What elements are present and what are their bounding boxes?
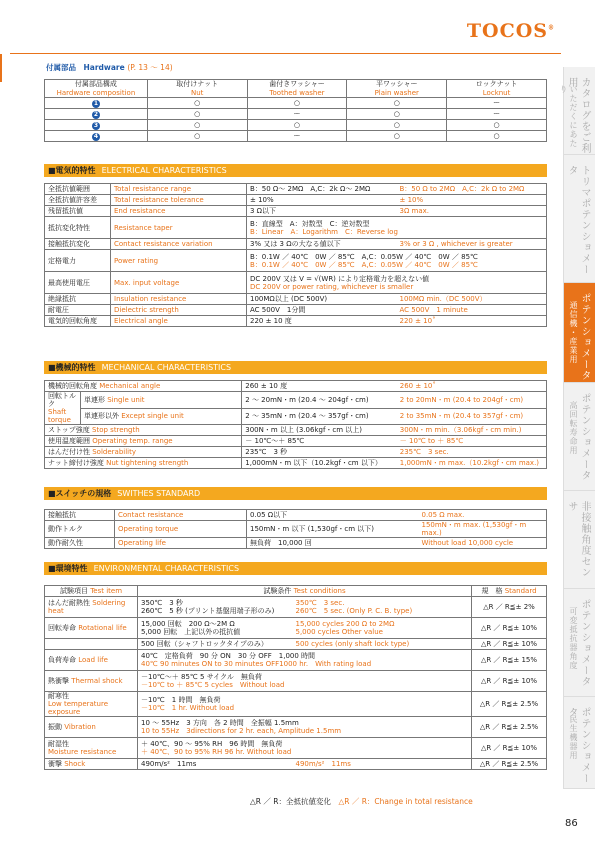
table-cell	[45, 109, 148, 120]
text: －10℃ to ＋ 85℃ 5 cycles Without load	[141, 681, 285, 689]
text: DC 200V 又は V = √(WR) により定格電力を超えない値	[250, 274, 430, 283]
table-row	[45, 597, 547, 618]
table-cell: 2 to 35mN・m (20.4 to 357gf・cm)	[397, 408, 547, 425]
table-cell: Dielectric strength	[111, 305, 247, 316]
table-row	[45, 458, 547, 469]
table-cell: B：50 Ω to 2MΩ A,C：2k Ω to 2MΩ	[397, 184, 547, 195]
text: Vibration	[64, 723, 96, 731]
sidebar-tab-consumer[interactable]	[563, 697, 595, 789]
text: ＋ 40℃、90 to 95% RH 96 hr. Without load	[141, 748, 292, 756]
footnote	[250, 796, 473, 807]
text: 取付けナット	[176, 80, 219, 88]
table-cell	[247, 217, 547, 239]
table-cell: 220 ± 10˚	[397, 316, 547, 327]
table-cell: △R ／ R≦± 2.5%	[472, 692, 547, 717]
table-cell: B：50 Ω～ 2MΩ A,C：2k Ω～ 2MΩ	[247, 184, 397, 195]
text: いただくにあたり	[559, 85, 578, 148]
table-cell: ○	[347, 120, 447, 131]
table-cell	[45, 759, 138, 770]
text: Thermal shock	[71, 677, 123, 685]
text: MECHANICAL CHARACTERISTICS	[101, 363, 232, 372]
table-row	[45, 120, 547, 131]
text: カタログをご利用	[566, 77, 590, 154]
table-cell: ○	[447, 120, 547, 131]
text: 耐寒性	[48, 692, 69, 700]
text: 260℃ 5 秒 (プリント基盤用端子形のみ)	[141, 607, 275, 615]
table-cell: 1,000mN・m 以下（10.2kgf・cm 以下）	[242, 458, 397, 469]
table-cell: △R ／ R≦± 10%	[472, 639, 547, 650]
text: ■機械的特性	[48, 363, 96, 372]
table-cell: 150mN・m 以下 (1,530gf・cm 以下)	[247, 521, 419, 538]
text: ポテンショメータ	[579, 599, 590, 687]
table-cell	[45, 650, 138, 671]
table-row	[45, 650, 547, 671]
text: 試験条件	[263, 587, 292, 595]
table-cell: ー	[247, 131, 347, 142]
switch-table	[44, 509, 547, 549]
text: B：Linear A：Logarithm C：Reverse log	[250, 227, 398, 236]
table-row	[45, 738, 547, 759]
table-cell	[138, 692, 472, 717]
text: Plain washer	[374, 88, 419, 97]
table-cell	[138, 717, 472, 738]
sidebar-tab-high-rotation[interactable]	[563, 383, 595, 491]
electrical-section-header	[44, 164, 547, 177]
number-badge: 2	[93, 111, 98, 118]
table-cell: 220 ± 10 度	[247, 316, 397, 327]
tocos-logo	[467, 20, 555, 42]
left-accent-mark	[0, 54, 2, 82]
mechanical-table	[44, 380, 547, 469]
text: Except single unit	[121, 412, 184, 421]
table-cell: ○	[147, 131, 247, 142]
table-row	[45, 639, 547, 650]
table-cell: End resistance	[111, 206, 247, 217]
text: 衝撃	[48, 760, 62, 768]
table-cell: ○	[147, 98, 247, 109]
table-cell	[45, 671, 138, 692]
table-cell: 100MΩ min.（DC 500V）	[397, 294, 547, 305]
table-cell: ○	[147, 120, 247, 131]
table-cell	[45, 618, 138, 639]
table-cell: Insulation resistance	[111, 294, 247, 305]
text: 使用温度範囲	[48, 437, 90, 445]
table-row	[45, 217, 547, 239]
table-row	[45, 538, 547, 549]
text: ELECTRICAL CHARACTERISTICS	[101, 166, 227, 175]
table-cell	[45, 98, 148, 109]
table-cell: Contact resistance variation	[111, 239, 247, 250]
table-row	[45, 316, 547, 327]
table-cell: 2 ～ 35mN・m (20.4 ～ 357gf・cm)	[242, 408, 397, 425]
table-cell	[293, 597, 472, 618]
text: 規 格	[481, 587, 503, 595]
table-cell: ○	[447, 131, 547, 142]
text: △R ／ R：全抵抗値変化	[250, 797, 331, 806]
number-badge: 4	[93, 133, 98, 140]
table-cell: 接触抵抗変化	[45, 239, 111, 250]
text: ■環境特性	[48, 564, 88, 573]
header	[0, 0, 595, 54]
sidebar-tab-guide[interactable]	[559, 67, 595, 155]
text: Load life	[78, 656, 108, 664]
environmental-section-header	[44, 562, 547, 575]
table-cell: 2 ～ 20mN・m (20.4 ～ 204gf・cm)	[242, 392, 397, 409]
table-cell: △R ／ R≦± 10%	[472, 671, 547, 692]
hardware-header	[447, 80, 547, 98]
table-row	[45, 692, 547, 717]
table-cell: ± 10%	[397, 195, 547, 206]
table-cell: 絶縁抵抗	[45, 294, 111, 305]
table-cell: ○	[247, 120, 347, 131]
table-cell: 電気的回転角度	[45, 316, 111, 327]
text: 5,000 回転 上記以外の抵抗値	[141, 628, 241, 636]
table-cell	[138, 618, 293, 639]
text: ナット締付け強度	[48, 459, 104, 467]
table-cell: Max. input voltage	[111, 272, 247, 294]
electrical-table	[44, 183, 547, 327]
table-cell: Resistance taper	[111, 217, 247, 239]
table-row	[45, 510, 547, 521]
table-cell	[45, 458, 242, 469]
text: DC 200V or power rating, whichever is smaller	[250, 282, 414, 291]
table-cell: ○	[347, 98, 447, 109]
text: 機械的回転角度	[48, 382, 97, 390]
table-row	[45, 250, 547, 272]
table-cell	[81, 408, 242, 425]
table-cell: 3% or 3 Ω , whichever is greater	[397, 239, 547, 250]
text: 回転寿命	[48, 624, 76, 632]
text: 10 ～ 55Hz 3 方向 各 2 時間 全振幅 1.5mm	[141, 719, 299, 727]
table-cell: 2 to 20mN・m (20.4 to 204gf・cm)	[397, 392, 547, 409]
table-cell	[45, 120, 148, 131]
table-cell: 235℃ 3 sec.	[397, 447, 547, 458]
table-cell: 3 Ω以下	[247, 206, 397, 217]
table-row	[45, 206, 547, 217]
text: △R ／ R：Change in total resistance	[338, 797, 473, 806]
table-cell: 全抵抗値許容差	[45, 195, 111, 206]
table-cell: 残留抵抗値	[45, 206, 111, 217]
text: トリマポテンショメータ	[566, 165, 590, 275]
table-cell	[45, 639, 138, 650]
table-cell: 最高使用電圧	[45, 272, 111, 294]
text: Nut	[190, 88, 204, 97]
hardware-title	[46, 62, 173, 73]
mechanical-section-header	[44, 361, 547, 374]
text: －10℃ 1 時間 無負荷	[141, 696, 221, 704]
hardware-header-row	[45, 80, 547, 98]
text: Hardware	[83, 63, 125, 72]
header-divider	[10, 53, 561, 54]
text: 負荷寿命	[48, 656, 76, 664]
text: SWITHES STANDARD	[117, 489, 201, 498]
table-cell	[247, 272, 547, 294]
table-cell: 1,000mN・m max.（10.2kgf・cm max.)	[397, 458, 547, 469]
text: Test conditions	[293, 587, 346, 595]
text: ■電気的特性	[48, 166, 96, 175]
text: ロックナット	[475, 80, 518, 88]
text: 通信機・産業用	[569, 301, 578, 364]
table-cell: AC 500V 1分間	[247, 305, 397, 316]
text: Operating temp. range	[92, 437, 173, 445]
text: 熱衝撃	[48, 677, 69, 685]
table-cell: － 10℃～＋ 85℃	[242, 436, 397, 447]
table-cell: △R ／ R≦± 10%	[472, 738, 547, 759]
table-cell: 動作トルク	[45, 521, 115, 538]
table-cell	[45, 131, 148, 142]
table-cell: 耐電圧	[45, 305, 111, 316]
table-cell: △R ／ R≦± 2.5%	[472, 759, 547, 770]
table-cell: Operating life	[115, 538, 247, 549]
table-row	[45, 436, 547, 447]
table-cell	[45, 425, 242, 436]
table-cell: 3% 又は 3 Ωの大なる値以下	[247, 239, 397, 250]
number-badge: 3	[93, 122, 98, 129]
table-cell: 0.05 Ω以下	[247, 510, 419, 521]
table-cell: 150mN・m max. (1,530gf・m max.)	[419, 521, 547, 538]
hardware-header	[147, 80, 247, 98]
text: ■スイッチの規格	[48, 489, 112, 498]
text: ®	[548, 24, 555, 32]
table-cell	[138, 650, 472, 671]
text: B：0.1W ／ 40℃ 0W ／ 85℃ A,C：0.05W ／ 40℃ 0W ／ 85℃	[250, 252, 478, 261]
table-row	[45, 408, 547, 425]
text: ポテンショメータ	[566, 707, 590, 784]
table-cell: ○	[247, 98, 347, 109]
text: ＋ 40℃、90 ～ 95% RH 96 時間 無負荷	[141, 740, 283, 748]
table-cell	[138, 597, 293, 618]
text: 5,000 cycles Other value	[295, 628, 383, 636]
text: Nut tightening strength	[106, 459, 189, 467]
text: TOCOS	[466, 20, 548, 42]
sidebar-tab-industrial[interactable]	[563, 283, 595, 383]
table-cell	[45, 597, 138, 618]
text: 民生機器用	[569, 715, 578, 760]
table-cell	[45, 692, 138, 717]
text: 高回転寿命用	[569, 401, 578, 455]
text: 試験項目	[59, 587, 88, 595]
table-row	[45, 272, 547, 294]
hardware-table	[44, 79, 547, 142]
text: －10℃ 1 hr. Without load	[141, 704, 235, 712]
text: B：直線型 A：対数型 C：逆対数型	[250, 219, 370, 228]
text: Stop strength	[92, 426, 140, 434]
text: 260℃ 5 sec. (Only P. C. B. type)	[295, 607, 413, 615]
table-row	[45, 195, 547, 206]
text: 10 to 55Hz 3directions for 2 hr. each, Amplitude 1.5mm	[141, 727, 342, 735]
table-cell: 3Ω max.	[397, 206, 547, 217]
text: Solderability	[92, 448, 136, 456]
table-cell: ー	[447, 109, 547, 120]
table-cell	[472, 586, 547, 597]
text: Shaft torque	[48, 408, 71, 424]
table-cell: － 10℃ to ＋ 85℃	[397, 436, 547, 447]
table-cell: 235℃ 3 秒	[242, 447, 397, 458]
table-cell: Operating torque	[115, 521, 247, 538]
text: Locknut	[482, 88, 511, 97]
text: 350℃ 3 sec.	[295, 599, 345, 607]
table-cell	[45, 381, 242, 392]
text: 振動	[48, 723, 62, 731]
table-cell: 接触抵抗	[45, 510, 115, 521]
table-cell: 動作耐久性	[45, 538, 115, 549]
text: Hardware composition	[56, 88, 136, 97]
text: 非接触角度センサ	[566, 501, 590, 578]
text: Moisture resistance	[48, 748, 117, 756]
table-cell: 300N・m min.（3.06kgf・cm min.)	[397, 425, 547, 436]
table-cell: 0.05 Ω max.	[419, 510, 547, 521]
table-cell: AC 500V 1 minute	[397, 305, 547, 316]
table-cell: 490m/s² 11ms	[138, 759, 293, 770]
hardware-header	[45, 80, 148, 98]
table-cell	[138, 671, 472, 692]
text: －10℃～＋ 85℃ 5 サイクル 無負荷	[141, 673, 262, 681]
table-cell: △R ／ R≦± 2.5%	[472, 717, 547, 738]
text: 付属部品構成	[74, 80, 117, 88]
table-cell: ○	[147, 109, 247, 120]
table-row	[45, 447, 547, 458]
text: Mechanical angle	[99, 382, 161, 390]
table-cell: 抵抗変化特性	[45, 217, 111, 239]
table-row	[45, 305, 547, 316]
text: B：0.1W ／ 40℃ 0W ／ 85℃ A,C：0.05W ／ 40℃ 0W ／ 85℃	[250, 260, 478, 269]
table-row	[45, 98, 547, 109]
environmental-table	[44, 585, 547, 770]
sidebar-tab-trimmer[interactable]	[563, 155, 595, 283]
table-cell: 無負荷 10,000 回	[247, 538, 419, 549]
sidebar-tab-variable-resistor[interactable]	[563, 589, 595, 697]
text: Shock	[64, 760, 86, 768]
text: Rotational life	[78, 624, 127, 632]
text: Low temperature exposure	[48, 700, 109, 716]
text: 平ワッシャー	[376, 80, 418, 88]
table-cell: Total resistance range	[111, 184, 247, 195]
text: 15,000 回転 200 Ω～2M Ω	[141, 620, 235, 628]
table-row	[45, 294, 547, 305]
text: Toothed washer	[269, 88, 325, 97]
table-cell	[45, 586, 138, 597]
table-row	[45, 184, 547, 195]
text: 40℃ 定格負荷 90 分 ON 30 分 OFF 1,000 時間	[141, 652, 316, 660]
table-cell: 260 ± 10˚	[397, 381, 547, 392]
table-cell: △R ／ R≦± 15%	[472, 650, 547, 671]
table-row	[45, 131, 547, 142]
table-row	[45, 392, 547, 409]
table-cell: ー	[447, 98, 547, 109]
text: (P. 13 ～ 14)	[127, 63, 173, 72]
table-cell	[81, 392, 242, 409]
hardware-header	[247, 80, 347, 98]
table-cell	[45, 392, 81, 425]
table-cell: Electrical angle	[111, 316, 247, 327]
table-cell	[45, 436, 242, 447]
table-cell	[138, 738, 472, 759]
table-cell: 260 ± 10 度	[242, 381, 397, 392]
text: 単連形	[84, 395, 105, 404]
table-row	[45, 618, 547, 639]
text: 15,000 cycles 200 Ω to 2MΩ	[295, 620, 395, 628]
table-cell: Power rating	[111, 250, 247, 272]
table-cell: 全抵抗値範囲	[45, 184, 111, 195]
table-cell: 500 回転（シャフトロックタイプのみ）	[138, 639, 293, 650]
table-cell: Without load 10,000 cycle	[419, 538, 547, 549]
table-row	[45, 671, 547, 692]
text: ENVIRONMENTAL CHARACTERISTICS	[93, 564, 240, 573]
table-cell: 100MΩ以上 (DC 500V)	[247, 294, 397, 305]
hardware-header	[347, 80, 447, 98]
table-cell	[247, 250, 547, 272]
table-cell	[45, 717, 138, 738]
text: はんだ耐熱性	[48, 599, 90, 607]
table-cell: Contact resistance	[115, 510, 247, 521]
table-cell: 490m/s² 11ms	[293, 759, 472, 770]
table-cell: ± 10%	[247, 195, 397, 206]
sidebar-tab-angle-sensor[interactable]	[563, 491, 595, 589]
table-cell: △R ／ R≦± 10%	[472, 618, 547, 639]
switch-section-header	[44, 487, 547, 500]
table-cell	[138, 586, 472, 597]
text: ポテンショメータ	[579, 293, 590, 381]
text: 40℃ 90 minutes ON to 30 minutes OFF1000 hr. With rating load	[141, 660, 372, 668]
table-cell	[293, 618, 472, 639]
text: 可変抵抗器角度	[569, 607, 578, 670]
table-cell	[45, 738, 138, 759]
text: Soldering heat	[48, 599, 126, 615]
text: はんだ付け性	[48, 448, 90, 456]
table-cell: 500 cycles (only shaft lock type)	[293, 639, 472, 650]
table-cell	[45, 447, 242, 458]
table-cell: 定格電力	[45, 250, 111, 272]
number-badge: 1	[93, 100, 98, 107]
text: ポテンショメータ	[579, 393, 590, 481]
text: Single unit	[107, 395, 145, 404]
text: Standard	[504, 587, 537, 595]
text: 歯付きワッシャー	[269, 80, 325, 88]
table-cell: ○	[347, 131, 447, 142]
table-row	[45, 381, 547, 392]
table-row	[45, 239, 547, 250]
text: ストップ強度	[48, 426, 90, 434]
table-row	[45, 717, 547, 738]
table-row	[45, 521, 547, 538]
text: 耐湿性	[48, 740, 69, 748]
table-cell: ○	[347, 109, 447, 120]
page-number: 86	[565, 818, 578, 829]
table-cell: △R ／ R≦± 2%	[472, 597, 547, 618]
text: 単連形以外	[84, 412, 119, 421]
table-cell: Total resistance tolerance	[111, 195, 247, 206]
table-cell: ー	[247, 109, 347, 120]
text: 回転トルク	[48, 392, 76, 408]
table-row	[45, 109, 547, 120]
text: 350℃ 3 秒	[141, 599, 183, 607]
table-row	[45, 759, 547, 770]
environmental-header-row	[45, 586, 547, 597]
text: Test item	[90, 587, 123, 595]
text: 付属部品	[46, 63, 76, 72]
table-cell: 300N・m 以上 (3.06kgf・cm 以上)	[242, 425, 397, 436]
table-row	[45, 425, 547, 436]
